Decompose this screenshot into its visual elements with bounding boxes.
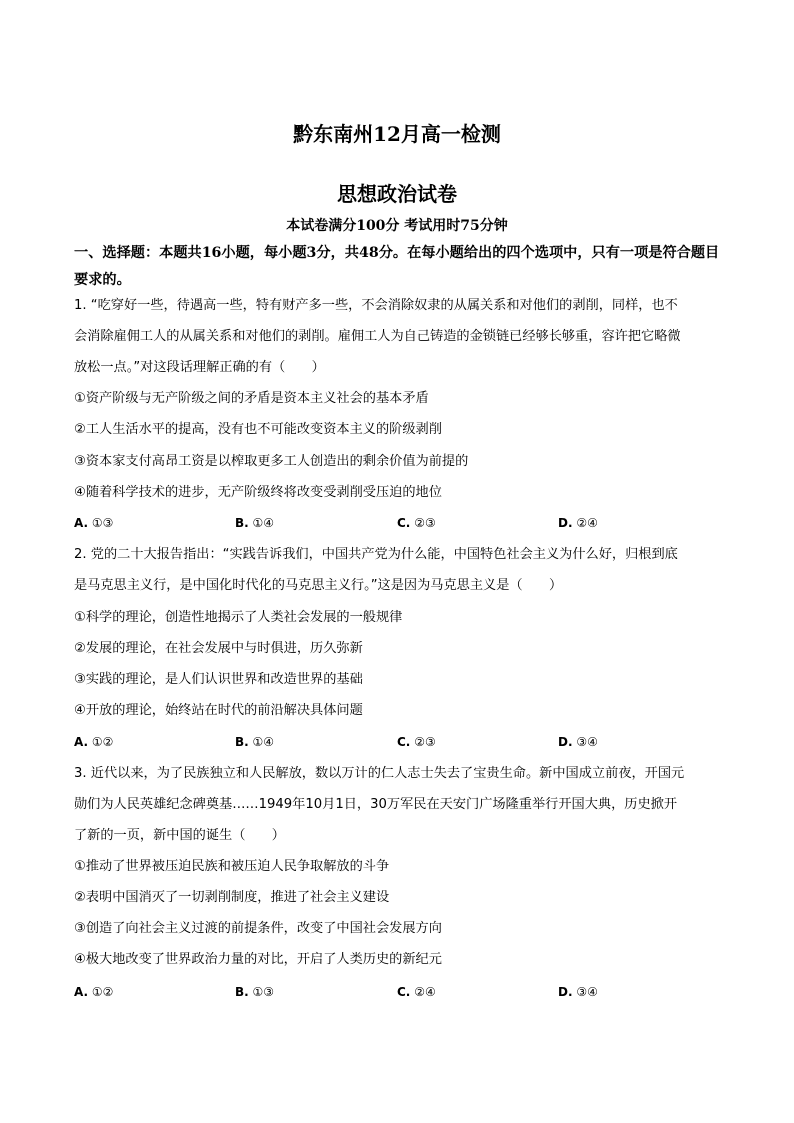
option-text: ②④ xyxy=(576,516,598,530)
statement: ①资产阶级与无产阶级之间的矛盾是资本主义社会的基本矛盾 xyxy=(74,391,429,406)
question-stem-line: 会消除雇佣工人的从属关系和对他们的剥削。雇佣工人为自己铸造的金锁链已经够长够重，容许把它略微 xyxy=(74,329,681,344)
exam-subject: 思想政治试卷 xyxy=(337,182,457,206)
statement: ①推动了世界被压迫民族和被压迫人民争取解放的斗争 xyxy=(74,859,390,874)
option-letter: C. xyxy=(397,735,411,749)
option-a[interactable] xyxy=(74,982,113,1002)
question-stem-line: 勋们为人民英雄纪念碑奠基……1949年10月1日，30万军民在天安门广场隆重举行开国大典，历史掀开 xyxy=(74,797,678,812)
question-stem-line: 3. 近代以来，为了民族独立和人民解放，数以万计的仁人志士失去了宝贵生命。新中国成立前夜，开国元 xyxy=(74,766,685,781)
statement: ④开放的理论，始终站在时代的前沿解决具体问题 xyxy=(74,703,363,718)
option-letter: D. xyxy=(558,735,573,749)
option-text: ①④ xyxy=(252,735,275,749)
option-c[interactable] xyxy=(397,732,436,752)
question-stem-line: 是马克思主义行，是中国化时代化的马克思主义行。”这是因为马克思主义是（ ） xyxy=(74,578,563,593)
option-d[interactable] xyxy=(558,513,598,533)
statement: ③创造了向社会主义过渡的前提条件，改变了中国社会发展方向 xyxy=(74,921,442,936)
answer-options xyxy=(74,732,724,752)
statement: ③实践的理论，是人们认识世界和改造世界的基础 xyxy=(74,672,363,687)
option-letter: B. xyxy=(235,985,249,999)
option-c[interactable] xyxy=(397,982,436,1002)
exam-title: 黔东南州12月高一检测 xyxy=(293,122,501,146)
option-text: ③④ xyxy=(576,735,598,749)
answer-options xyxy=(74,513,724,533)
section-heading: 一、选择题：本题共16小题，每小题3分，共48分。在每小题给出的四个选项中，只有一项是符合题目要求的。 xyxy=(74,245,720,288)
option-text: ②③ xyxy=(414,516,436,530)
option-b[interactable] xyxy=(235,732,274,752)
question-stem-line: 放松一点。”对这段话理解正确的有（ ） xyxy=(74,360,325,375)
option-a[interactable] xyxy=(74,732,113,752)
statement: ②发展的理论，在社会发展中与时俱进，历久弥新 xyxy=(74,641,363,656)
option-letter: B. xyxy=(235,735,249,749)
question-stem-line: 了新的一页，新中国的诞生（ ） xyxy=(74,828,285,843)
option-text: ③④ xyxy=(576,985,598,999)
option-a[interactable] xyxy=(74,513,113,533)
option-letter: A. xyxy=(74,735,89,749)
statement: ②工人生活水平的提高，没有也不可能改变资本主义的阶级剥削 xyxy=(74,422,442,437)
statement: ④极大地改变了世界政治力量的对比，开启了人类历史的新纪元 xyxy=(74,952,442,967)
option-letter: D. xyxy=(558,516,573,530)
option-text: ①② xyxy=(91,735,114,749)
option-letter: B. xyxy=(235,516,249,530)
option-letter: C. xyxy=(397,516,411,530)
option-letter: A. xyxy=(74,516,89,530)
option-letter: D. xyxy=(558,985,573,999)
option-letter: A. xyxy=(74,985,89,999)
option-text: ②④ xyxy=(414,985,436,999)
option-b[interactable] xyxy=(235,982,274,1002)
option-b[interactable] xyxy=(235,513,274,533)
statement: ④随着科学技术的进步，无产阶级终将改变受剥削受压迫的地位 xyxy=(74,485,442,500)
statement: ②表明中国消灭了一切剥削制度，推进了社会主义建设 xyxy=(74,890,390,905)
statement: ③资本家支付高昂工资是以榨取更多工人创造出的剩余价值为前提的 xyxy=(74,454,469,469)
answer-options xyxy=(74,982,724,1002)
question-stem-line: 1. “吃穿好一些，待遇高一些，特有财产多一些，不会消除奴隶的从属关系和对他们的剥削，同样，也不 xyxy=(74,298,678,313)
option-letter: C. xyxy=(397,985,411,999)
exam-info: 本试卷满分100分 考试用时75分钟 xyxy=(286,218,508,234)
option-text: ①③ xyxy=(91,516,114,530)
option-text: ①③ xyxy=(252,985,275,999)
question-stem-line: 2. 党的二十大报告指出：“实践告诉我们，中国共产党为什么能，中国特色社会主义为什么好，归根到底 xyxy=(74,547,678,562)
option-d[interactable] xyxy=(558,732,598,752)
option-c[interactable] xyxy=(397,513,436,533)
option-text: ①② xyxy=(91,985,114,999)
option-text: ①④ xyxy=(252,516,275,530)
option-text: ②③ xyxy=(414,735,436,749)
option-d[interactable] xyxy=(558,982,598,1002)
statement: ①科学的理论，创造性地揭示了人类社会发展的一般规律 xyxy=(74,610,403,625)
